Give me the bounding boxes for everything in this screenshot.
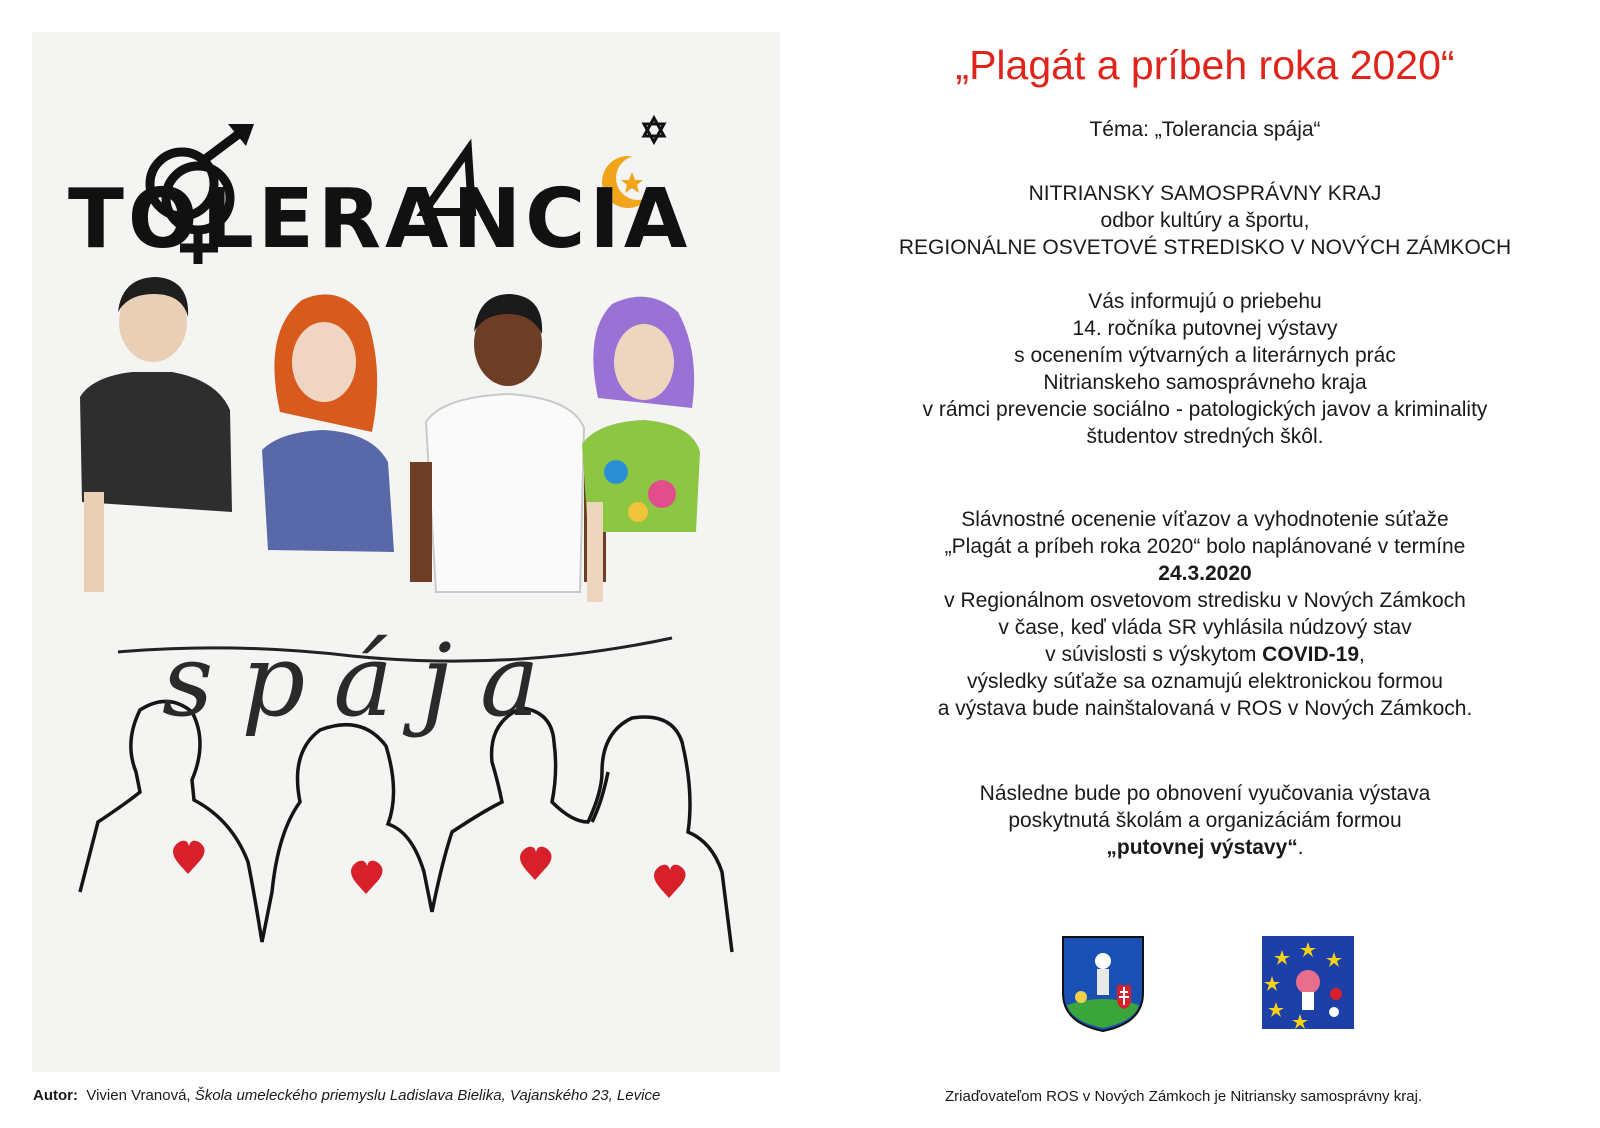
award-block (830, 506, 1580, 722)
poster-title: TOLERANCIA (68, 172, 692, 267)
theme-line: Téma: „Tolerancia spája“ (1089, 118, 1321, 141)
inform-line: študentov stredných škôl. (1086, 425, 1324, 448)
award-covid-suffix: , (1359, 643, 1365, 666)
award-covid-bold: COVID-19 (1262, 643, 1360, 666)
follow-bold-line (830, 834, 1580, 861)
follow-line: Následne bude po obnovení vyučovania výstava (979, 782, 1431, 805)
organizer-block (830, 180, 1580, 261)
award-line: a výstava bude nainštalovaná v ROS v Nových Zámkoch. (937, 697, 1473, 720)
award-covid-prefix: v súvislosti s výskytom (1045, 643, 1263, 666)
inform-line: Nitrianskeho samosprávneho kraja (1043, 371, 1367, 394)
follow-line: poskytnutá školám a organizáciám formou (1008, 809, 1402, 832)
author-name: Vivien Vranová, (86, 1087, 195, 1104)
poster-subtitle: spája (162, 622, 568, 739)
award-line: v Regionálnom osvetovom stredisku v Nových Zámkoch (944, 589, 1466, 612)
inform-line: s ocenením výtvarných a literárnych prác (1014, 344, 1396, 367)
person-figure-4 (582, 297, 700, 602)
follow-bold-text: „putovnej výstavy“ (1106, 836, 1298, 859)
poster-image (32, 32, 780, 1072)
award-date (830, 560, 1580, 587)
author-credit (33, 1087, 660, 1104)
star-of-david-icon (644, 118, 664, 142)
organizer-line: REGIONÁLNE OSVETOVÉ STREDISKO V NOVÝCH ZÁMKOCH (898, 236, 1512, 259)
follow-suffix: . (1297, 836, 1304, 859)
inform-block (830, 288, 1580, 450)
award-line: Slávnostné ocenenie víťazov a vyhodnotenie súťaže (961, 508, 1449, 531)
award-line: v čase, keď vláda SR vyhlásila núdzový stav (998, 616, 1412, 639)
organizer-line: NITRIANSKY SAMOSPRÁVNY KRAJ (1028, 182, 1382, 205)
author-school: Škola umeleckého priemyslu Ladislava Bielika, Vajanského 23, Levice (194, 1087, 661, 1104)
page-heading: „Plagát a príbeh roka 2020“ (955, 42, 1455, 88)
inform-line: v rámci prevencie sociálno - patologických javov a kriminality (922, 398, 1488, 421)
award-date-value: 24.3.2020 (1158, 562, 1252, 585)
award-line: výsledky súťaže sa oznamujú elektronickou formou (967, 670, 1443, 693)
author-label: Autor: (33, 1087, 78, 1104)
award-covid-line (830, 641, 1580, 668)
heart-icon (173, 841, 205, 874)
heart-icon (351, 861, 383, 894)
heart-icon (654, 865, 686, 898)
award-line: „Plagát a príbeh roka 2020“ bolo naplánované v termíne (944, 535, 1466, 558)
inform-line: 14. ročníka putovnej výstavy (1072, 317, 1338, 340)
silhouette-outlines (80, 701, 732, 952)
follow-block (830, 780, 1580, 861)
ros-emblem-icon (1262, 936, 1354, 1029)
organizer-line: odbor kultúry a športu, (1100, 209, 1310, 232)
founder-note: Zriaďovateľom ROS v Nových Zámkoch je Nitriansky samosprávny kraj. (945, 1088, 1423, 1105)
heart-icon (520, 847, 552, 880)
person-figure-1 (80, 277, 232, 592)
person-figure-3 (410, 294, 606, 592)
inform-line: Vás informujú o priebehu (1088, 290, 1322, 313)
person-figure-2 (262, 294, 394, 552)
nitra-region-crest-icon (1061, 935, 1145, 1033)
